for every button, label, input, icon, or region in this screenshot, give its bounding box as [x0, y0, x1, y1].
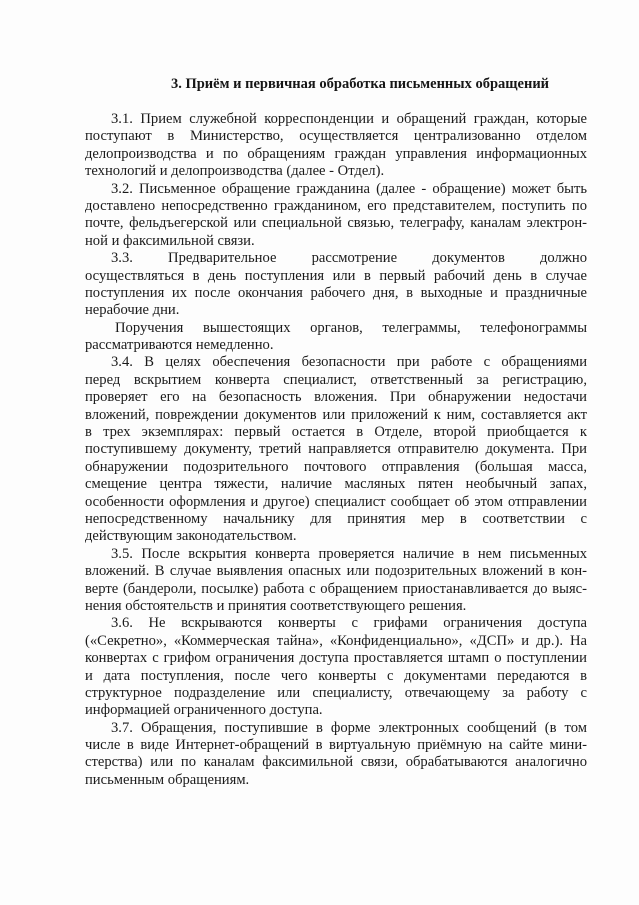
text-line: 3.5. После вскрытия конверта проверяется наличие в нем письменных — [111, 545, 587, 562]
text-line: в трех экземплярах: первый остается в Отделе, второй приобщается к — [85, 424, 587, 441]
text-line: поступления их после окончания рабочего дня, в выходные и праздничные — [85, 284, 587, 301]
paragraph-p3-3 — [85, 250, 587, 320]
text-line: письменным обращениям. — [85, 771, 250, 788]
paragraph-p3-4 — [85, 354, 587, 545]
paragraph-p3-5 — [85, 546, 587, 616]
paragraph-p3-7 — [85, 720, 587, 790]
text-line: 3.6. Не вскрываются конверты с грифами ограничения доступа — [111, 615, 587, 632]
text-line: перед вскрытием конверта специалист, ответственный за регистрацию, — [85, 371, 587, 388]
text-line: смещение центра тяжести, наличие масляных пятен необычный запах, — [85, 476, 587, 493]
text-line: рассматриваются немедленно. — [85, 337, 274, 354]
text-line: 3.4. В целях обеспечения безопасности при работе с обращениями — [111, 354, 587, 371]
text-line: 3.7. Обращения, поступившие в форме электронных сообщений (в том — [111, 719, 587, 736]
text-line: вложений, повреждении документов или приложений к ним, составляется акт — [85, 406, 587, 423]
section-body — [85, 111, 587, 789]
text-line: нения обстоятельств и принятия соответствующего решения. — [85, 597, 467, 614]
paragraph-p3-6 — [85, 615, 587, 719]
text-line: нерабочие дни. — [85, 302, 180, 319]
text-line: почте, фельдъегерской или специальной связью, телеграфу, каналам электрон- — [85, 215, 587, 232]
text-line: делопроизводства и по обращениям граждан управления информационных — [85, 145, 587, 162]
text-line: вложений. В случае выявления опасных или подозрительных вложений в кон- — [85, 563, 587, 580]
paragraph-p3-1 — [85, 111, 587, 181]
text-line: 3.3. Предварительное рассмотрение документов должно — [111, 250, 587, 267]
text-line: верте (бандероли, посылке) работа с обращением приостанавливается до выяс- — [85, 580, 587, 597]
text-line: числе в виде Интернет-обращений в виртуальную приёмную на сайте мини- — [85, 737, 587, 754]
text-line: 3.2. Письменное обращение гражданина (далее - обращение) может быть — [111, 180, 587, 197]
text-line: Поручения вышестоящих органов, телеграммы, телефонограммы — [115, 319, 587, 336]
text-line: поступившему документу, третий направляется отправителю документа. При — [85, 441, 587, 458]
text-line: действующим законодательством. — [85, 528, 297, 545]
text-line: проверяет его на безопасность вложения. При обнаружении недостачи — [85, 389, 587, 406]
text-line: структурное подразделение или специалисту, отвечающему за работу с — [85, 684, 587, 701]
text-line: обнаружении подозрительного почтового отправления (большая масса, — [85, 458, 587, 475]
paragraph-p3-3-b — [85, 320, 587, 355]
text-line: стерства) или по каналам факсимильной связи, обрабатываются аналогично — [85, 754, 587, 771]
text-line: ной и факсимильной связи. — [85, 232, 255, 249]
text-line: особенности оформления и другое) специалист сообщает об этом отправлении — [85, 493, 587, 510]
text-line: доставлено непосредственно гражданином, его представителем, поступить по — [85, 197, 587, 214]
paragraph-p3-2 — [85, 181, 587, 251]
text-line: осуществляться в день поступления или в первый рабочий день в случае — [85, 267, 587, 284]
text-line: («Секретно», «Коммерческая тайна», «Конфиденциально», «ДСП» и др.). На — [85, 632, 587, 649]
text-line: 3.1. Прием служебной корреспонденции и обращений граждан, которые — [111, 111, 587, 127]
text-line: конвертах с грифом ограничения доступа проставляется штамп о поступлении — [85, 650, 587, 667]
text-line: поступают в Министерство, осуществляется централизованно отделом — [85, 128, 587, 145]
text-line: технологий и делопроизводства (далее - Отдел). — [85, 163, 385, 180]
text-line: информацией ограниченного доступа. — [85, 702, 323, 719]
text-line: непосредственному начальнику для принятия мер в соответствии с — [85, 510, 587, 527]
text-line: и дата поступления, после чего конверты с документами передаются в — [85, 667, 587, 684]
section-heading: 3. Приём и первичная обработка письменных обращений — [170, 76, 550, 92]
